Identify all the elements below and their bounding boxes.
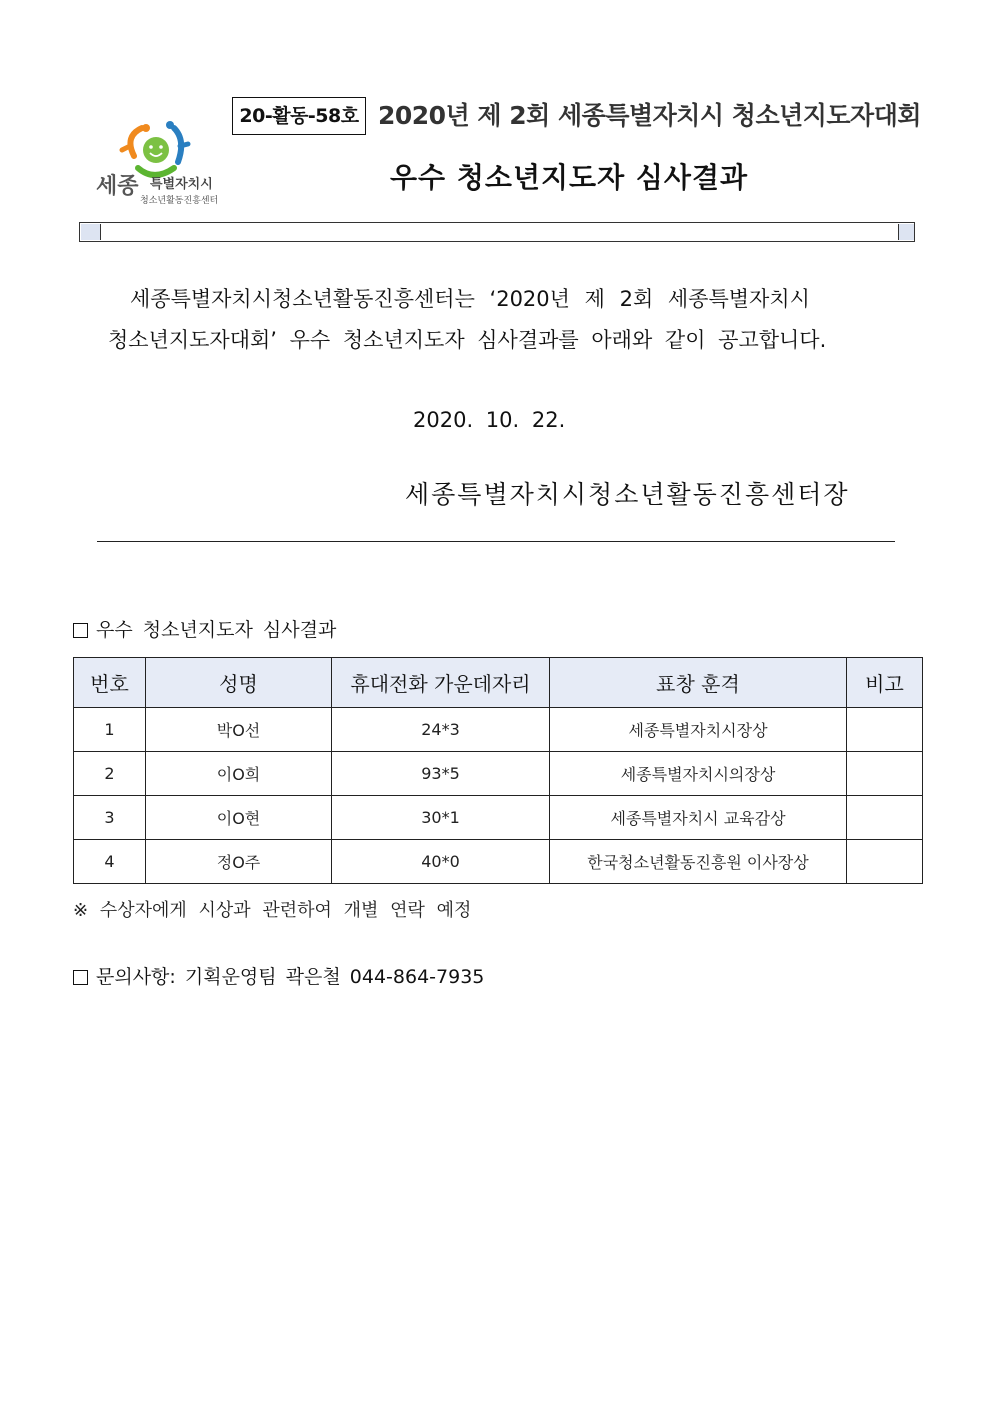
announcement-line-1: 세종특별자치시청소년활동진흥센터는 ‘2020년 제 2회 세종특별자치시	[130, 287, 810, 311]
logo-org-name: 청소년활동진흥센터	[140, 196, 219, 206]
table-header-row	[74, 658, 923, 708]
cell-phone: 93*5	[332, 752, 550, 796]
announcement-date: 2020. 10. 22.	[413, 408, 566, 432]
divider-cap-right	[898, 224, 914, 240]
cell-award: 세종특별자치시의장상	[550, 752, 847, 796]
column-header-remarks: 비고	[847, 658, 923, 708]
page-subtitle: 우수 청소년지도자 심사결과	[390, 161, 749, 194]
cell-number: 4	[74, 840, 146, 884]
cell-remarks	[847, 796, 923, 840]
page-title: 2020년 제 2회 세종특별자치시 청소년지도자대회	[378, 101, 921, 130]
results-table	[73, 657, 923, 884]
cell-award: 한국청소년활동진흥원 이사장상	[550, 840, 847, 884]
document-number: 20-활동-58호	[232, 97, 366, 135]
announcement-line-2: 청소년지도자대회’ 우수 청소년지도자 심사결과를 아래와 같이 공고합니다.	[108, 328, 827, 352]
table-row	[74, 840, 923, 884]
cell-phone: 40*0	[332, 840, 550, 884]
header-divider-bar	[79, 222, 915, 242]
contact-text: 문의사항: 기획운영팀 곽은철 044-864-7935	[96, 966, 485, 988]
cell-name: 이O현	[146, 796, 332, 840]
horizontal-rule	[97, 541, 895, 542]
cell-number: 3	[74, 796, 146, 840]
logo-subtitle: 특별자치시	[150, 177, 213, 192]
cell-phone: 24*3	[332, 708, 550, 752]
table-row	[74, 752, 923, 796]
table-row	[74, 708, 923, 752]
cell-remarks	[847, 840, 923, 884]
checkbox-icon	[73, 623, 88, 638]
divider-cap-left	[81, 224, 101, 240]
column-header-name: 성명	[146, 658, 332, 708]
column-header-phone: 휴대전화 가운데자리	[332, 658, 550, 708]
cell-name: 정O주	[146, 840, 332, 884]
logo-wordmark: 세종	[96, 174, 139, 199]
cell-number: 1	[74, 708, 146, 752]
cell-award: 세종특별자치시 교육감상	[550, 796, 847, 840]
column-header-award: 표창 훈격	[550, 658, 847, 708]
issuer-signature: 세종특별자치시청소년활동진흥센터장	[405, 480, 850, 509]
cell-phone: 30*1	[332, 796, 550, 840]
cell-name: 이O희	[146, 752, 332, 796]
section-heading-text: 우수 청소년지도자 심사결과	[96, 619, 337, 641]
section-heading	[73, 616, 336, 644]
cell-remarks	[847, 708, 923, 752]
cell-award: 세종특별자치시장상	[550, 708, 847, 752]
column-header-number: 번호	[74, 658, 146, 708]
cell-name: 박O선	[146, 708, 332, 752]
cell-remarks	[847, 752, 923, 796]
table-row	[74, 796, 923, 840]
cell-number: 2	[74, 752, 146, 796]
checkbox-icon	[73, 970, 88, 985]
footnote: ※ 수상자에게 시상과 관련하여 개별 연락 예정	[73, 900, 472, 921]
contact-info	[73, 963, 484, 991]
